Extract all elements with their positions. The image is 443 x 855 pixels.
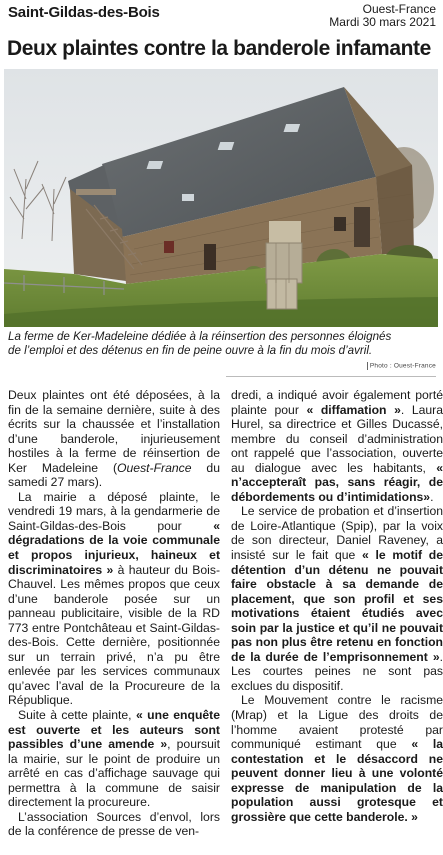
article-column-1 [8,388,220,839]
article-headline: Deux plaintes contre la banderole infamante [7,37,431,60]
paragraph: L’association Sources d’envol, lors de la conférence de presse de ven- [8,809,220,839]
credit-divider [367,362,368,370]
separator-line [226,376,436,377]
town-heading: Saint-Gildas-des-Bois [8,4,160,21]
source-name: Ouest-France [362,2,436,16]
paragraph: Le Mouvement contre le racisme (Mrap) et la Ligue des droits de l’homme avaient protesté par communiqué estimant que « la contestation et le désaccord ne peuvent donner lieu à une volonté expresse de manipulation de la population aussi grotesque et grossière que cette banderole. » [231,693,443,824]
photo-caption [8,330,436,358]
photo-credit [367,362,436,370]
caption-line-1: La ferme de Ker-Madeleine dédiée à la réinsertion des personnes éloignés [8,330,392,343]
paragraph: Deux plaintes ont été déposées, à la fin de la semaine dernière, suite à des écrits sur la chaussée et l’installation d’une banderole, injurieusement hostiles à la ferme de réinsertion de Ker Madeleine (Ouest-France du samedi 27 mars). [8,388,220,490]
caption-line-2: de l’emploi et des détenus en fin de peine ouvre à la fin du mois d’avril. [8,344,373,357]
article-column-2 [231,388,443,824]
publication-date: Mardi 30 mars 2021 [329,15,436,29]
farm-photo [4,69,438,327]
credit-text: Photo : Ouest-France [369,362,436,370]
paragraph: Suite à cette plainte, « une enquête est ouverte et les auteurs sont passibles d’une amende », poursuit la mairie, sur le point de produire un arrêté en cas d’affichage sauvage qui permettra à la commune de saisir directement la procureure. [8,708,221,810]
paragraph: dredi, a indiqué avoir également porté plainte pour « diffamation ». Laura Hurel, sa directrice et Gilles Ducassé, membre du conseil d’administration ont rappelé que l’association, ouverte au dialogue avec les habitants, « n’accepteraît pas, sans réagir, de débordements ou d’intimidations». [231,388,443,504]
paragraph: Le service de probation et d’insertion de Loire-Atlantique (Spip), par la voix de son directeur, Daniel Raveney, a insisté sur le fait que « le motif de détention d’un détenu ne pouvait faire obstacle à sa demande de placement, que son profil et ses motivations étaient étudiés avec soin par la justice et qu’il ne pouvait pas non plus être retenu en fonction de la durée de l’emprisonnement ». Les courtes peines ne sont pas exclues du dispositif. [231,504,443,693]
paragraph: La mairie a déposé plainte, le vendredi 19 mars, à la gendarmerie de Saint-Gildas-des-Bois pour « dégradations de la voie communale et propos injurieux, haineux et discriminatoires » à hauteur du Bois-Chauvel. Les mêmes propos que ceux d’une banderole posée sur un panneau publicitaire, visible de la RD 773 entre Pontchâteau et Saint-Gildas-des-Bois. Cette dernière, positionnée sur un terrain privé, n’a pu être enlevée par les services communaux qu’avec l’aval de la Procureure de la République. [8,489,220,708]
source-block [329,3,436,29]
